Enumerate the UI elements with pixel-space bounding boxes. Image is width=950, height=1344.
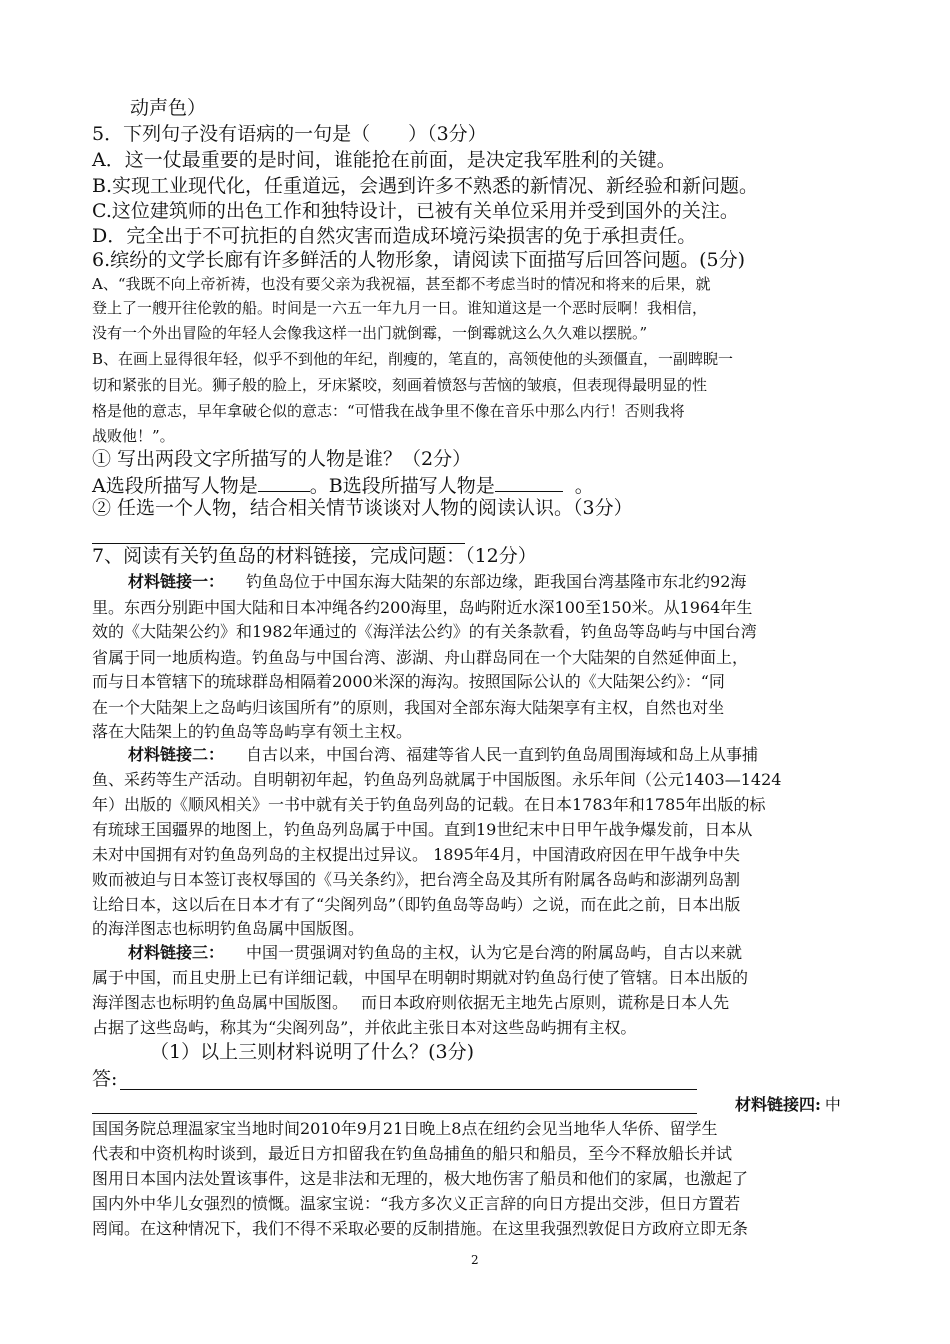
q6-passage-b-line: 战败他！”。 — [92, 427, 175, 445]
q7-link3-label: 材料链接三： — [128, 943, 225, 962]
q7-link4-label: 材料链接四: — [735, 1095, 821, 1114]
q7-sub1: （1）以上三则材料说明了什么？(3分) — [150, 1041, 475, 1063]
q7-link2-line: 让给日本，这以后在日本才有了“尖阁列岛”（即钓鱼岛等岛屿）之说，而在此之前，日本出版 — [92, 895, 741, 914]
q6-sub2-answer-line[interactable] — [92, 543, 465, 544]
q6-sub2: ② 任选一个人物，结合相关情节谈谈对人物的阅读认识。（3分） — [92, 497, 633, 519]
q5-stem: 5．下列句子没有语病的一句是（ ）（3分） — [92, 123, 487, 145]
q7-link2-line: 有琉球王国疆界的地图上，钓鱼岛列岛属于中国。直到19世纪末中日甲午战争爆发前，日本从 — [92, 820, 753, 839]
q7-link4-label-line: 材料链接四: 中 — [735, 1095, 841, 1114]
q7-link2-line: 未对中国拥有对钓鱼岛列岛的主权提出过异议。 1895年4月，中国清政府因在甲午战争中失 — [92, 845, 740, 864]
q6-sub1-end: 。 — [574, 475, 594, 497]
q5-option-d: D．完全出于不可抗拒的自然灾害而造成环境污染损害的免于承担责任。 — [92, 225, 697, 247]
q5-option-c: C.这位建筑师的出色工作和独特设计，已被有关单位采用并受到国外的关注。 — [92, 200, 739, 222]
q7-link4-line: 代表和中资机构时谈到，最近日方扣留我在钓鱼岛捕鱼的船只和船员，至今不释放船长并试 — [92, 1144, 733, 1163]
q7-link2-line: 的海洋图志也标明钓鱼岛属中国版图。 — [92, 919, 365, 938]
q6-passage-b-line: 格是他的意志，早年拿破仑似的意志：“可惜我在战争里不像在音乐中那么内行！否则我将 — [92, 402, 685, 420]
q6-sub1-a-label: A选段所描写人物是 — [92, 475, 258, 497]
q7-link2-first-line: 材料链接二： 自古以来，中国台湾、福建等省人民一直到钓鱼岛周围海域和岛上从事捕 — [128, 745, 759, 764]
q7-answer-line-2[interactable] — [92, 1113, 697, 1114]
q7-link3-line: 占据了这些岛屿，称其为“尖阁列岛”，并依此主张日本对这些岛屿拥有主权。 — [92, 1018, 637, 1037]
q7-answer-label: 答: — [92, 1068, 118, 1090]
q7-link2-line: 鱼、采药等生产活动。自明朝初年起，钓鱼岛列岛就属于中国版图。永乐年间（公元1403—1424 — [92, 770, 782, 789]
q6-passage-a-line: A、“我既不向上帝祈祷，也没有要父亲为我祝福，甚至都不考虑当时的情况和将来的后果，就 — [92, 275, 711, 293]
q7-link1-line: 省属于同一地质构造。钓鱼岛与中国台湾、澎湖、舟山群岛同在一个大陆架的自然延伸面上， — [92, 648, 749, 667]
q7-link1-line: 而与日本管辖下的琉球群岛相隔着2000米深的海沟。按照国际公认的《大陆架公约》：“同 — [92, 672, 725, 691]
q7-link2-line: 败而被迫与日本签订丧权辱国的《马关条约》，把台湾全岛及其所有附属各岛屿和澎湖列岛割 — [92, 870, 741, 889]
q7-link3-line: 海洋图志也标明钓鱼岛属中国版图。 而日本政府则依据无主地先占原则，谎称是日本人先 — [92, 993, 730, 1012]
q7-link4-line: 国国务院总理温家宝当地时间2010年9月21日晚上8点在纽约会见当地华人华侨、留学生 — [92, 1119, 718, 1138]
q5-option-b: B.实现工业现代化，任重道远，会遇到许多不熟悉的新情况、新经验和新问题。 — [92, 175, 759, 197]
q6-sub1-answer-line — [92, 475, 594, 496]
q7-link3-line: 属于中国，而且史册上已有详细记载，中国早在明朝时期就对钓鱼岛行使了管辖。日本出版的 — [92, 968, 749, 987]
q7-link3-first-line: 材料链接三： 中国一贯强调对钓鱼岛的主权，认为它是台湾的附属岛屿，自古以来就 — [128, 943, 743, 962]
q6-passage-b-line: 切和紧张的目光。狮子般的脸上，牙床紧咬，刻画着愤怒与苦恼的皱痕，但表现得最明显的性 — [92, 376, 708, 394]
q7-link1-line: 在一个大陆架上之岛屿归该国所有”的原则，我国对全部东海大陆架享有主权，自然也对坐 — [92, 698, 725, 717]
q6-passage-a-line: 没有一个外出冒险的年轻人会像我这样一出门就倒霉，一倒霉就这么久久难以摆脱。” — [92, 324, 648, 342]
q6-passage-a-line: 登上了一艘开往伦敦的船。时间是一六五一年九月一日。谁知道这是一个恶时辰啊！我相信， — [92, 299, 708, 317]
q6-sub1-b-label: 。B选段所描写人物是 — [309, 475, 495, 497]
q7-link4-line: 罔闻。在这种情况下，我们不得不采取必要的反制措施。在这里我强烈敦促日方政府立即无条 — [92, 1219, 749, 1238]
q7-link2-line: 年）出版的《顺风相关》一书中就有关于钓鱼岛列岛的记载。在日本1783年和1785年出版的标 — [92, 795, 766, 814]
q7-link2-label: 材料链接二： — [128, 745, 225, 764]
q7-link4-line: 国内外中华儿女强烈的愤慨。温家宝说：“我方多次义正言辞的向日方提出交涉，但日方置若 — [92, 1194, 741, 1213]
q6-passage-b-line: B、在画上显得很年轻，似乎不到他的年纪，削瘦的，笔直的，高领使他的头颈僵直，一副睥睨一 — [92, 350, 734, 368]
q7-link1-label: 材料链接一： — [128, 572, 225, 591]
q5-option-a: A．这一仗最重要的是时间，谁能抢在前面，是决定我军胜利的关键。 — [92, 149, 676, 171]
q6-sub1: ① 写出两段文字所描写的人物是谁？（2分） — [92, 448, 472, 470]
q6-stem: 6.缤纷的文学长廊有许多鲜活的人物形象，请阅读下面描写后回答问题。(5分) — [92, 249, 746, 271]
q7-link1-first-line: 材料链接一： 钓鱼岛位于中国东海大陆架的东部边缘，距我国台湾基隆市东北约92海 — [128, 572, 747, 591]
q4-tail: 动声色） — [130, 97, 207, 119]
q7-link4-line: 图用日本国内法处置该事件，这是非法和无理的，极大地伤害了船员和他们的家属，也激起了 — [92, 1169, 749, 1188]
q7-link1-line: 里。东西分别距中国大陆和日本冲绳各约200海里，岛屿附近水深100至150米。从1964年生 — [92, 598, 753, 617]
q6-answer-blank-a[interactable] — [258, 475, 310, 492]
q7-link1-line: 落在大陆架上的钓鱼岛等岛屿享有领土主权。 — [92, 722, 413, 741]
q7-link1-line: 效的《大陆架公约》和1982年通过的《海洋法公约》的有关条款看，钓鱼岛等岛屿与中国台湾 — [92, 622, 757, 641]
q7-stem: 7、阅读有关钓鱼岛的材料链接，完成问题：（12分） — [92, 545, 537, 567]
page-number: 2 — [471, 1253, 479, 1267]
q6-answer-blank-b[interactable] — [495, 475, 563, 492]
q7-answer-line-1[interactable] — [120, 1089, 697, 1090]
